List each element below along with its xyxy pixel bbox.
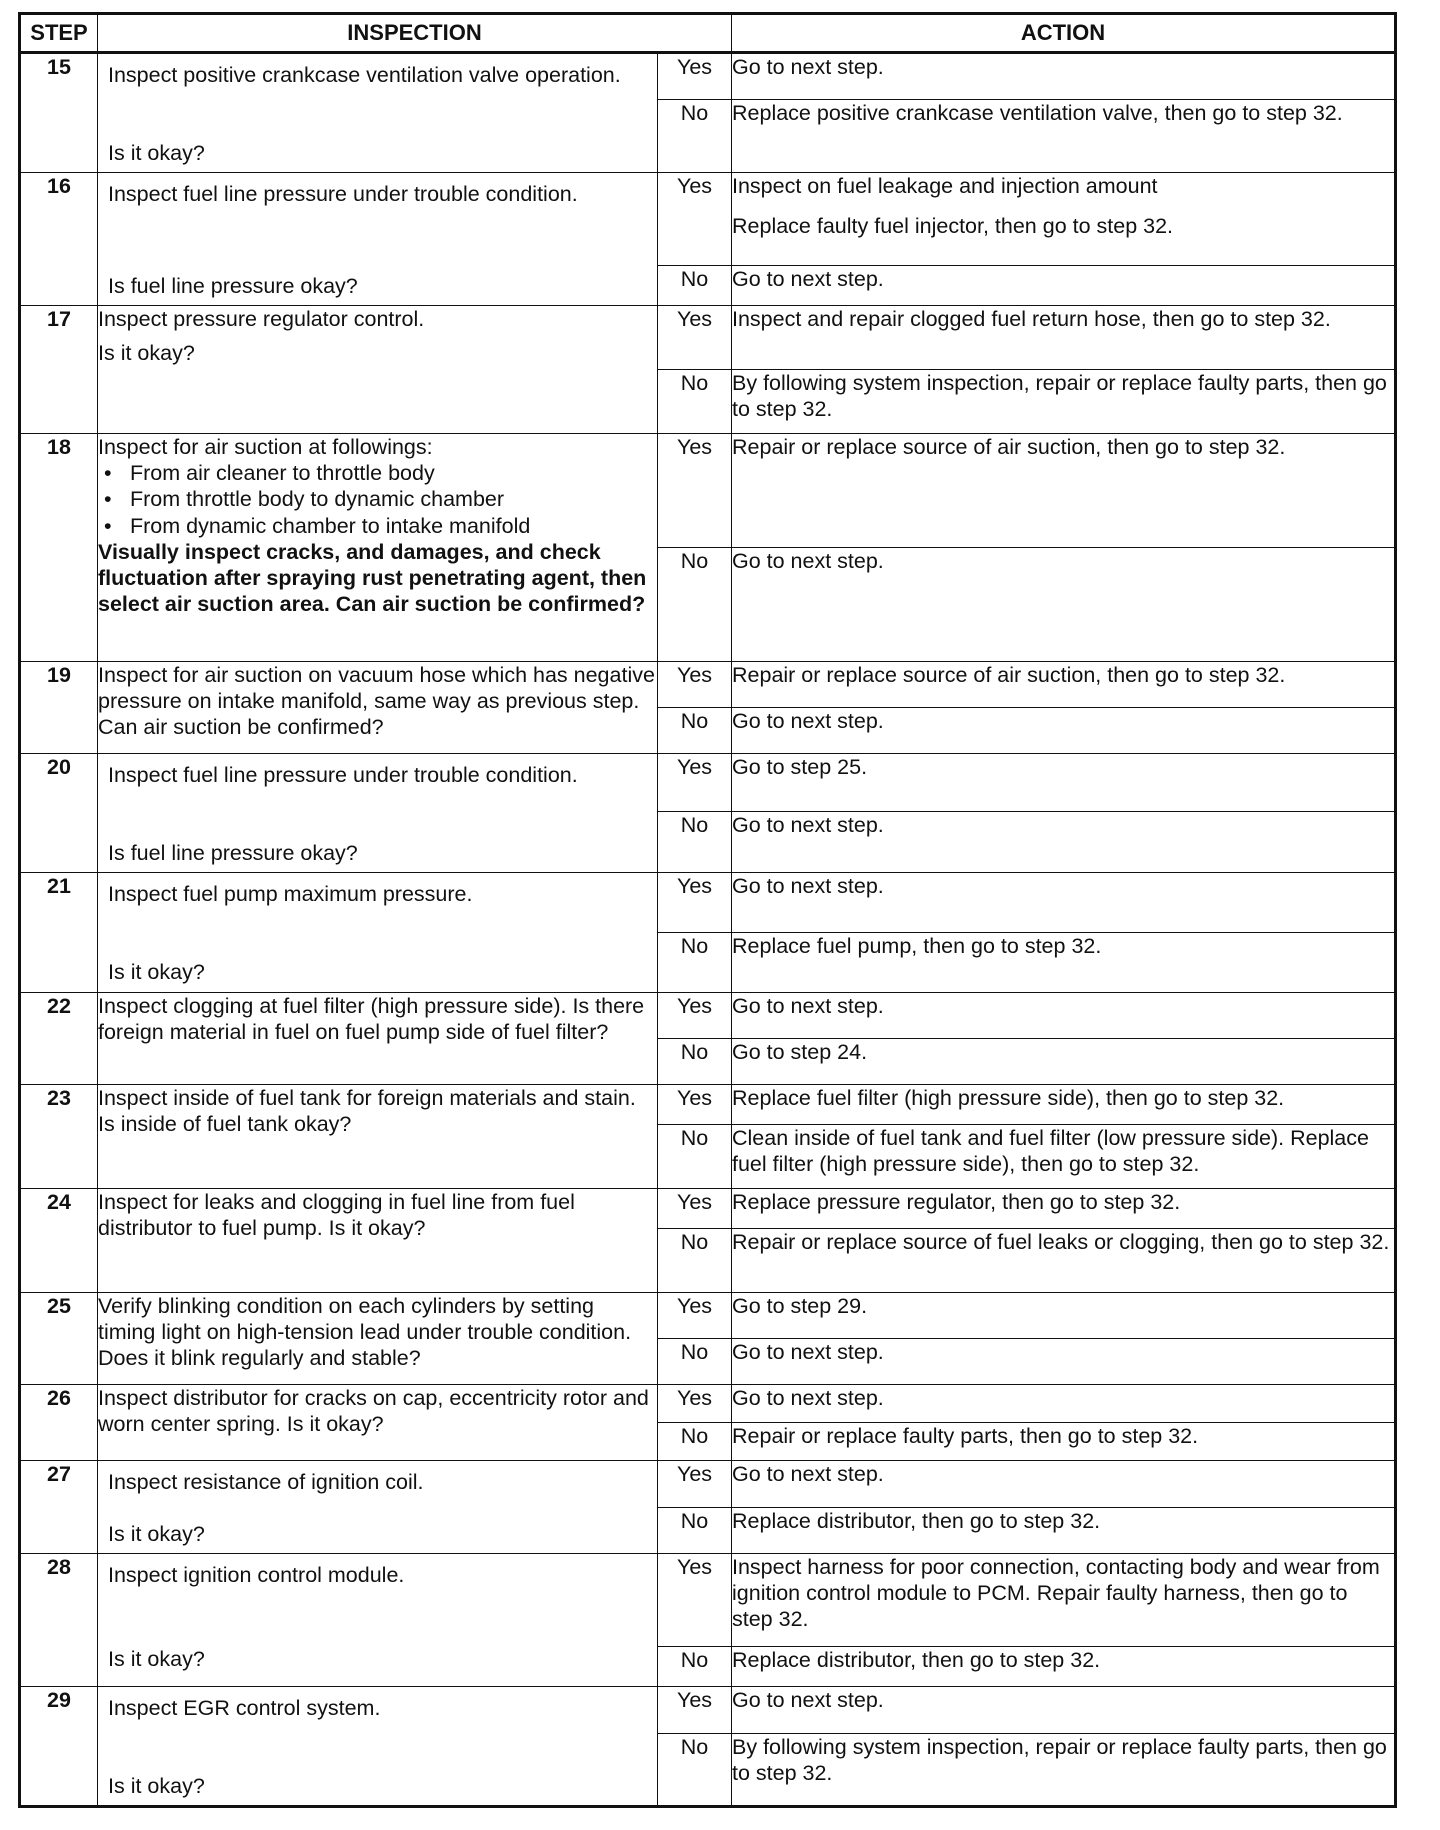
action-no: Replace positive crankcase ventilation valve, then go to step 32. — [732, 99, 1396, 172]
action-yes: Go to next step. — [732, 1461, 1396, 1508]
action-yes: Go to step 29. — [732, 1293, 1396, 1339]
action-no: Clean inside of fuel tank and fuel filter (low pressure side). Replace fuel filter (high pressure side), then go to step 32. — [732, 1125, 1396, 1189]
action-yes: Go to next step. — [732, 1687, 1396, 1734]
action-yes-line2: Replace faulty fuel injector, then go to step 32. — [732, 214, 1174, 239]
inspection-cell — [98, 1687, 658, 1807]
step-number: 28 — [20, 1554, 98, 1687]
action-yes: Go to next step. — [732, 873, 1396, 933]
inspection-question: Is it okay? — [98, 341, 195, 366]
inspection-question: Is fuel line pressure okay? — [108, 273, 358, 298]
inspection-cell — [98, 873, 658, 993]
action-yes: Go to next step. — [732, 1385, 1396, 1423]
bullet-list — [98, 460, 657, 539]
action-no: Replace distributor, then go to step 32. — [732, 1507, 1396, 1554]
answer-yes: Yes — [658, 873, 732, 933]
table-row — [20, 1385, 1396, 1423]
table-row — [20, 662, 1396, 708]
answer-yes: Yes — [658, 662, 732, 708]
step-number: 24 — [20, 1189, 98, 1293]
inspection-text: Inspect fuel pump maximum pressure. — [108, 882, 473, 906]
inspection-cell — [98, 1461, 658, 1554]
answer-no: No — [658, 1646, 732, 1686]
action-yes: Replace pressure regulator, then go to step 32. — [732, 1189, 1396, 1229]
step-number: 23 — [20, 1085, 98, 1189]
table-row — [20, 993, 1396, 1039]
action-no: Replace fuel pump, then go to step 32. — [732, 933, 1396, 993]
step-number: 27 — [20, 1461, 98, 1554]
step-number: 19 — [20, 662, 98, 754]
action-yes: Go to next step. — [732, 53, 1396, 100]
answer-no: No — [658, 1733, 732, 1806]
answer-yes: Yes — [658, 1385, 732, 1423]
inspection-text: Inspect EGR control system. — [108, 1696, 381, 1720]
answer-yes: Yes — [658, 53, 732, 100]
action-no: Repair or replace faulty parts, then go to step 32. — [732, 1423, 1396, 1461]
action-no: Go to next step. — [732, 1339, 1396, 1385]
inspection-question: Is fuel line pressure okay? — [108, 840, 358, 865]
list-item: • From throttle body to dynamic chamber — [104, 486, 657, 512]
list-item: • From dynamic chamber to intake manifold — [104, 513, 657, 539]
step-number: 16 — [20, 173, 98, 306]
answer-no: No — [658, 1507, 732, 1554]
action-no: Repair or replace source of fuel leaks or clogging, then go to step 32. — [732, 1229, 1396, 1293]
action-yes: Go to step 25. — [732, 754, 1396, 812]
step-number: 18 — [20, 434, 98, 662]
answer-no: No — [658, 548, 732, 662]
table-row — [20, 306, 1396, 370]
action-no: Replace distributor, then go to step 32. — [732, 1646, 1396, 1686]
inspection-cell — [98, 306, 658, 434]
table-header-row — [20, 14, 1396, 53]
inspection-cell — [98, 173, 658, 306]
step-number: 26 — [20, 1385, 98, 1461]
list-item: • From air cleaner to throttle body — [104, 460, 657, 486]
inspection-text: Inspect positive crankcase ventilation valve operation. — [108, 63, 621, 87]
inspection-cell — [98, 754, 658, 873]
table-row — [20, 53, 1396, 100]
inspection-text: Inspect for air suction at followings: — [98, 435, 433, 459]
action-no: Go to next step. — [732, 548, 1396, 662]
answer-no: No — [658, 370, 732, 434]
inspection-question: Is it okay? — [108, 1521, 205, 1546]
answer-yes: Yes — [658, 434, 732, 548]
answer-yes: Yes — [658, 306, 732, 370]
action-no: Go to next step. — [732, 265, 1396, 305]
inspection-cell — [98, 434, 658, 662]
answer-no: No — [658, 1125, 732, 1189]
answer-no: No — [658, 1229, 732, 1293]
answer-yes: Yes — [658, 1189, 732, 1229]
answer-no: No — [658, 99, 732, 172]
inspection-text: Inspect pressure regulator control. — [98, 307, 425, 331]
step-number: 21 — [20, 873, 98, 993]
action-yes — [732, 173, 1396, 266]
action-no: Go to step 24. — [732, 1039, 1396, 1085]
inspection-question: Is it okay? — [108, 1646, 205, 1671]
action-yes: Inspect harness for poor connection, contacting body and wear from ignition control module to PCM. Repair faulty harness, then go to step 32. — [732, 1554, 1396, 1647]
answer-yes: Yes — [658, 1554, 732, 1647]
answer-yes: Yes — [658, 173, 732, 266]
answer-yes: Yes — [658, 1293, 732, 1339]
answer-yes: Yes — [658, 1461, 732, 1508]
inspection-cell: Inspect for leaks and clogging in fuel line from fuel distributor to fuel pump. Is it okay? — [98, 1189, 658, 1293]
table-row — [20, 173, 1396, 266]
table-row — [20, 1293, 1396, 1339]
action-yes: Repair or replace source of air suction, then go to step 32. — [732, 434, 1396, 548]
inspection-cell: Inspect clogging at fuel filter (high pressure side). Is there foreign material in fuel on fuel pump side of fuel filter? — [98, 993, 658, 1085]
answer-yes: Yes — [658, 993, 732, 1039]
answer-no: No — [658, 1423, 732, 1461]
table-row — [20, 1085, 1396, 1125]
header-action: ACTION — [732, 14, 1396, 53]
inspection-cell: Inspect inside of fuel tank for foreign materials and stain. Is inside of fuel tank okay? — [98, 1085, 658, 1189]
action-no: Go to next step. — [732, 812, 1396, 873]
inspection-cell: Inspect distributor for cracks on cap, eccentricity rotor and worn center spring. Is it okay? — [98, 1385, 658, 1461]
inspection-question: Visually inspect cracks, and damages, and check fluctuation after spraying rust penetrating agent, then select air suction area. Can air suction be confirmed? — [98, 539, 647, 617]
step-number: 22 — [20, 993, 98, 1085]
inspection-question: Is it okay? — [108, 959, 205, 984]
table-row — [20, 1189, 1396, 1229]
inspection-question: Is it okay? — [108, 140, 205, 165]
answer-no: No — [658, 1039, 732, 1085]
action-no: Go to next step. — [732, 708, 1396, 754]
action-no: By following system inspection, repair or replace faulty parts, then go to step 32. — [732, 1733, 1396, 1806]
inspection-text: Inspect fuel line pressure under trouble condition. — [108, 763, 578, 787]
diagnostic-table — [18, 12, 1397, 1808]
inspection-text: Inspect fuel line pressure under trouble condition. — [108, 182, 578, 206]
action-yes: Inspect and repair clogged fuel return hose, then go to step 32. — [732, 306, 1396, 370]
step-number: 29 — [20, 1687, 98, 1807]
answer-yes: Yes — [658, 1085, 732, 1125]
table-row — [20, 1687, 1396, 1734]
action-no: By following system inspection, repair or replace faulty parts, then go to step 32. — [732, 370, 1396, 434]
table-row — [20, 754, 1396, 812]
inspection-cell — [98, 53, 658, 173]
table-row — [20, 873, 1396, 933]
inspection-text: Inspect resistance of ignition coil. — [108, 1470, 424, 1494]
table-row — [20, 1554, 1396, 1647]
step-number: 20 — [20, 754, 98, 873]
step-number: 17 — [20, 306, 98, 434]
header-step: STEP — [20, 14, 98, 53]
answer-yes: Yes — [658, 1687, 732, 1734]
step-number: 15 — [20, 53, 98, 173]
table-row — [20, 434, 1396, 548]
header-inspection: INSPECTION — [98, 14, 732, 53]
inspection-cell — [98, 1554, 658, 1687]
action-yes: Replace fuel filter (high pressure side), then go to step 32. — [732, 1085, 1396, 1125]
action-yes-line1: Inspect on fuel leakage and injection amount — [732, 174, 1158, 198]
step-number: 25 — [20, 1293, 98, 1385]
answer-no: No — [658, 265, 732, 305]
table-row — [20, 1461, 1396, 1508]
answer-no: No — [658, 933, 732, 993]
inspection-question: Is it okay? — [108, 1773, 205, 1798]
action-yes: Repair or replace source of air suction, then go to step 32. — [732, 662, 1396, 708]
inspection-text: Inspect ignition control module. — [108, 1563, 405, 1587]
answer-yes: Yes — [658, 754, 732, 812]
inspection-cell: Verify blinking condition on each cylinders by setting timing light on high-tension lead under trouble condition. Does it blink regularly and stable? — [98, 1293, 658, 1385]
answer-no: No — [658, 708, 732, 754]
action-yes: Go to next step. — [732, 993, 1396, 1039]
answer-no: No — [658, 1339, 732, 1385]
inspection-cell: Inspect for air suction on vacuum hose which has negative pressure on intake manifold, same way as previous step. Can air suction be confirmed? — [98, 662, 658, 754]
answer-no: No — [658, 812, 732, 873]
